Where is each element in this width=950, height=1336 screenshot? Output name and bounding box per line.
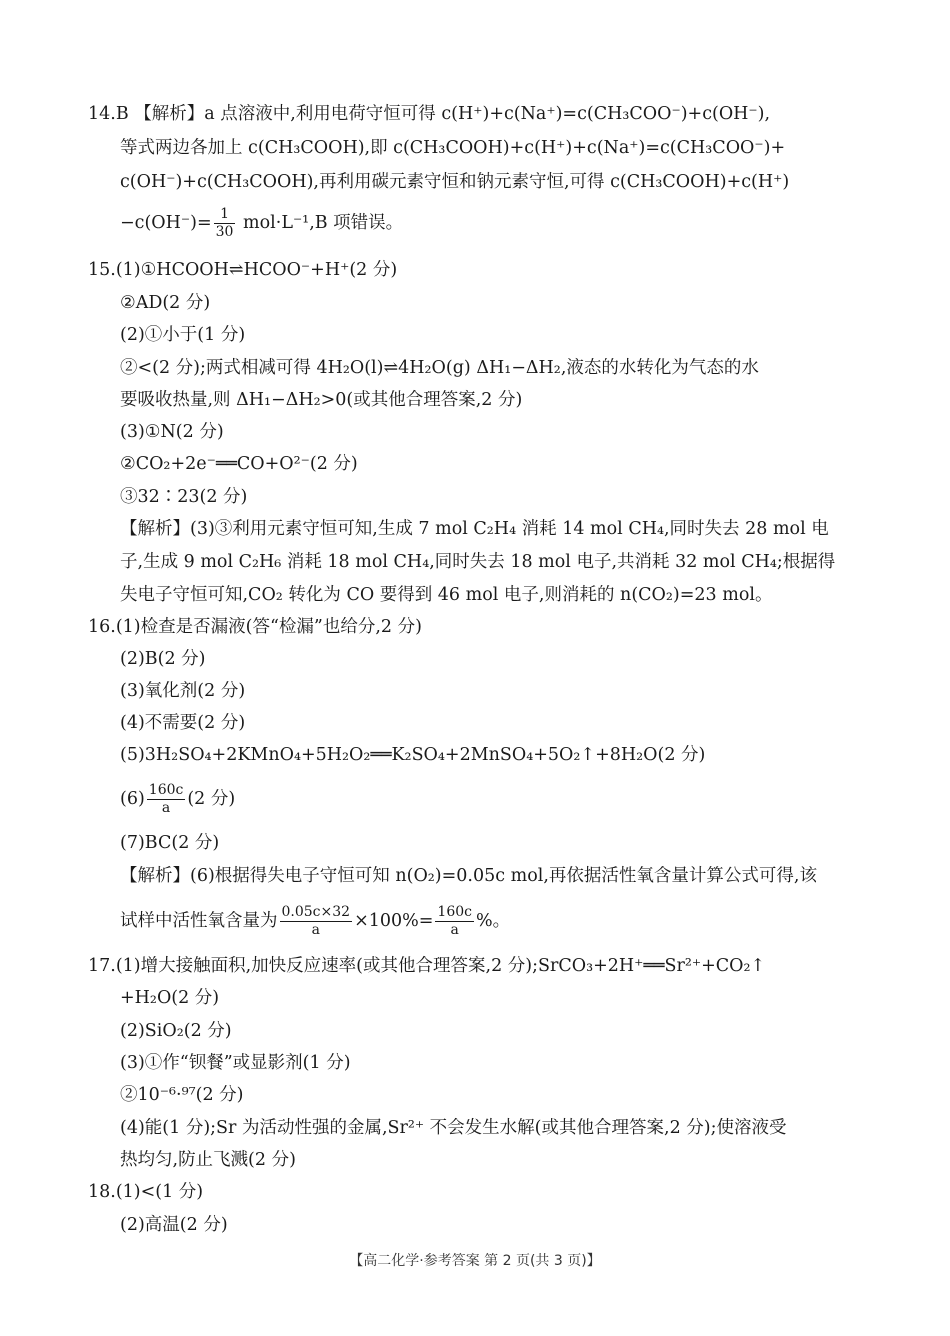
- q14-line-1: 14.B 【解析】a 点溶液中,利用电荷守恒可得 c(H⁺)+c(Na⁺)=c(CH₃COO⁻)+c(OH⁻),: [88, 104, 771, 124]
- q14-line-4: [120, 206, 862, 241]
- q17-line-3: (2)SiO₂(2 分): [120, 1021, 232, 1041]
- q14-line-4-pre: −c(OH⁻)=: [120, 213, 212, 233]
- q17-line-6: (4)能(1 分);Sr 为活动性强的金属,Sr²⁺ 不会发生水解(或其他合理答案,2 分);使溶液受: [120, 1118, 787, 1138]
- q16-line-6-post: (2 分): [187, 789, 236, 809]
- q17-line-5: ②10⁻⁶·⁹⁷(2 分): [120, 1085, 244, 1105]
- fraction-numerator: 0.05c×32: [281, 904, 351, 920]
- q16-analysis-pre: 试样中活性氧含量为: [120, 911, 278, 931]
- fraction-denominator: a: [161, 800, 171, 816]
- q16-line-6: [120, 782, 862, 817]
- fraction-denominator: 30: [215, 224, 234, 240]
- q16-line-2: (2)B(2 分): [120, 649, 206, 669]
- q16-line-4: (4)不需要(2 分): [120, 713, 246, 733]
- q17-line-1: 17.(1)增大接触面积,加快反应速率(或其他合理答案,2 分);SrCO₃+2H⁺══Sr²⁺+CO₂↑: [88, 956, 766, 976]
- fraction: [280, 904, 353, 939]
- q16-line-1: 16.(1)检查是否漏液(答“检漏”也给分,2 分): [88, 617, 422, 637]
- q16-line-7: (7)BC(2 分): [120, 833, 220, 853]
- fraction-numerator: 160c: [437, 904, 472, 920]
- q15-analysis-line-2: 子,生成 9 mol C₂H₆ 消耗 18 mol CH₄,同时失去 18 mol 电子,共消耗 32 mol CH₄;根据得: [120, 552, 836, 572]
- q16-analysis-mid: ×100%=: [354, 911, 434, 931]
- fraction-numerator: 1: [214, 206, 236, 224]
- q15-analysis-line-3: 失电子守恒可知,CO₂ 转化为 CO 要得到 46 mol 电子,则消耗的 n(CO₂)=23 mol。: [120, 585, 773, 605]
- q15-analysis-line-1: 【解析】(3)③利用元素守恒可知,生成 7 mol C₂H₄ 消耗 14 mol CH₄,同时失去 28 mol 电: [120, 519, 829, 539]
- q18-line-1: 18.(1)<(1 分): [88, 1182, 204, 1202]
- q14-line-4-post: mol·L⁻¹,B 项错误。: [237, 213, 404, 233]
- q16-analysis-line-2: [120, 904, 862, 939]
- fraction-numerator: 160c: [148, 782, 184, 798]
- q15-line-5: 要吸收热量,则 ΔH₁−ΔH₂>0(或其他合理答案,2 分): [120, 390, 523, 410]
- q17-line-2: +H₂O(2 分): [120, 988, 220, 1008]
- q16-line-6-pre: (6): [120, 789, 145, 809]
- q15-line-1: 15.(1)①HCOOH⇌HCOO⁻+H⁺(2 分): [88, 260, 398, 280]
- fraction: [147, 782, 186, 817]
- q16-analysis-post: %。: [475, 911, 511, 931]
- q15-line-4: ②<(2 分);两式相减可得 4H₂O(l)⇌4H₂O(g) ΔH₁−ΔH₂,液态的水转化为气态的水: [120, 358, 759, 378]
- fraction: [214, 206, 236, 241]
- fraction-denominator: a: [311, 922, 320, 938]
- q16-line-5: (5)3H₂SO₄+2KMnO₄+5H₂O₂══K₂SO₄+2MnSO₄+5O₂↑+8H₂O(2 分): [120, 745, 706, 765]
- fraction: [435, 904, 474, 939]
- q16-analysis-line-1: 【解析】(6)根据得失电子守恒可知 n(O₂)=0.05c mol,再依据活性氧含量计算公式可得,该: [120, 866, 817, 886]
- q15-line-6: (3)①N(2 分): [120, 422, 224, 442]
- fraction-denominator: a: [450, 922, 459, 938]
- q15-line-7: ②CO₂+2e⁻══CO+O²⁻(2 分): [120, 454, 358, 474]
- page-footer: 【高二化学·参考答案 第 2 页(共 3 页)】: [349, 1253, 601, 1269]
- q15-line-2: ②AD(2 分): [120, 293, 211, 313]
- q16-line-3: (3)氧化剂(2 分): [120, 681, 246, 701]
- q14-line-3: c(OH⁻)+c(CH₃COOH),再利用碳元素守恒和钠元素守恒,可得 c(CH₃COOH)+c(H⁺): [120, 172, 790, 192]
- q17-line-4: (3)①作“钡餐”或显影剂(1 分): [120, 1053, 351, 1073]
- q15-line-3: (2)①小于(1 分): [120, 325, 246, 345]
- q15-line-8: ③32∶23(2 分): [120, 487, 248, 507]
- q18-line-2: (2)高温(2 分): [120, 1215, 228, 1235]
- q14-line-2: 等式两边各加上 c(CH₃COOH),即 c(CH₃COOH)+c(H⁺)+c(Na⁺)=c(CH₃COO⁻)+: [120, 138, 786, 158]
- q17-line-7: 热均匀,防止飞溅(2 分): [120, 1150, 296, 1170]
